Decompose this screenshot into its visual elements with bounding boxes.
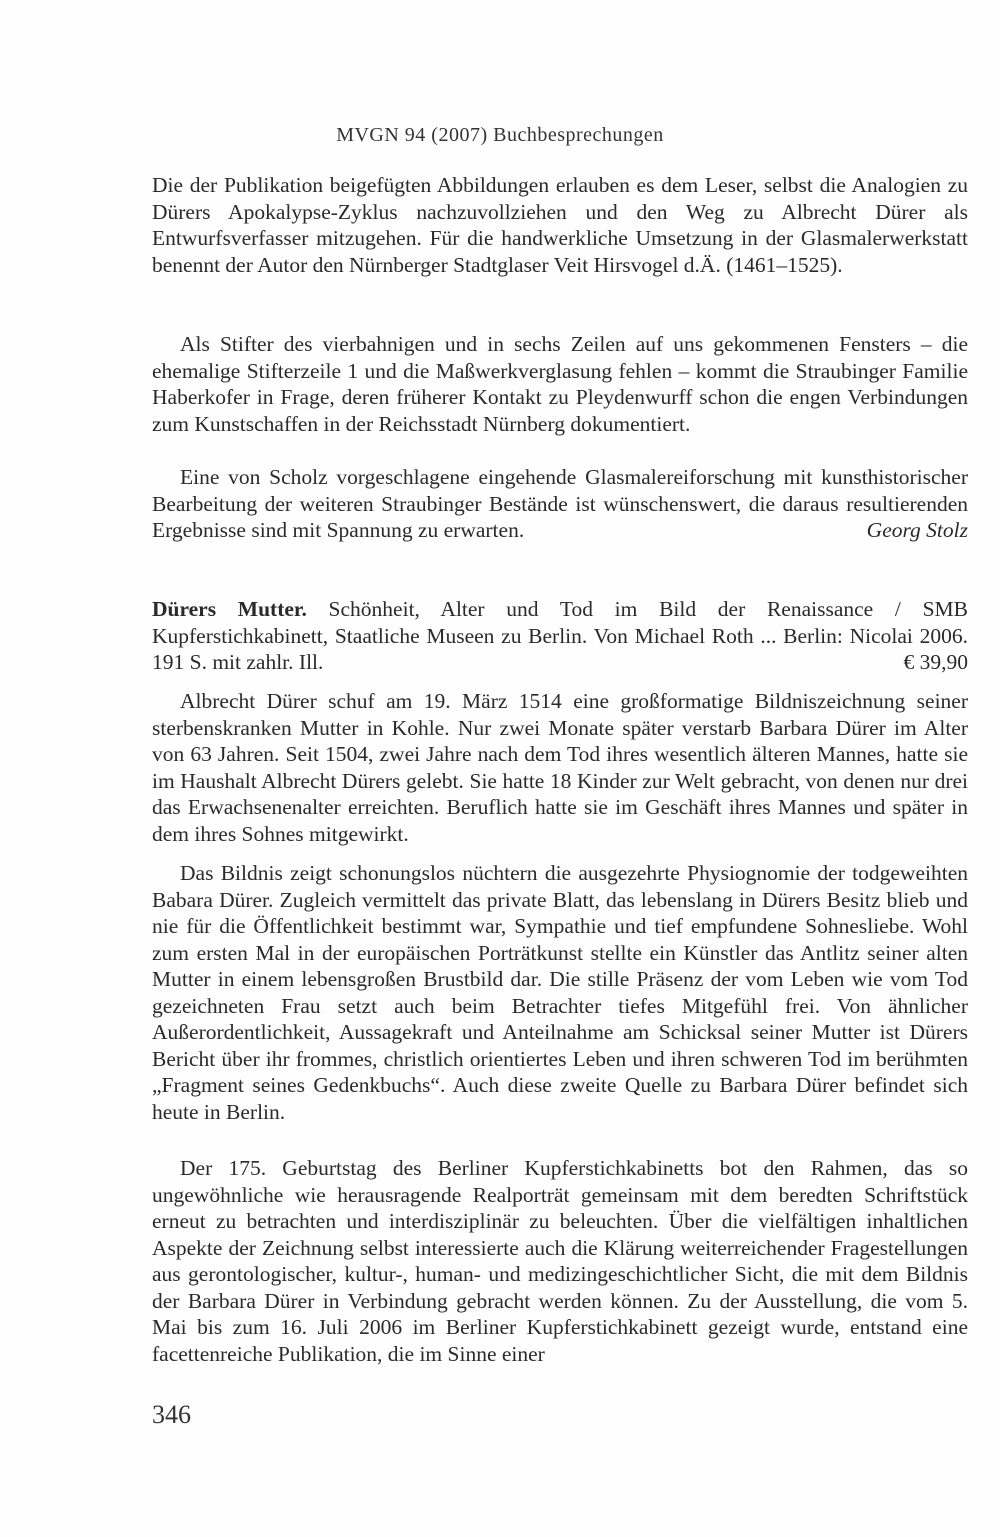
page-number: 346 [152, 1400, 191, 1429]
reviewer-signature: Georg Stolz [866, 518, 968, 542]
book-price: € 39,90 [903, 650, 968, 674]
review-1-paragraph-1: Die der Publikation beigefügten Abbildungen erlauben es dem Leser, selbst die Analogien zu Dürers Apokalypse-Zyklus nachzuvollziehen und den Weg zu Albrecht Dürer als Entwurfsverfasser mitzugehen. Für die handwerkliche Umsetzung in der Glasmalerwerkstatt benennt der Autor den Nürnberger Stadtglaser Veit Hirsvogel d.Ä. (1461–1525). [152, 173, 968, 277]
review-2-part-3 [152, 1155, 968, 1367]
book-title: Dürers Mutter. [152, 597, 307, 621]
review-2-part-2 [152, 860, 968, 1125]
review-1-paragraph-3-text: Eine von Scholz vorgeschlagene eingehende Glasmalereiforschung mit kunsthistorischer Bearbeitung der weiteren Straubinger Bestände ist wünschenswert, die daraus resultierenden Ergebnisse sind mit Spannung zu erwarten. [152, 465, 968, 542]
review-1-part-3 [152, 464, 968, 544]
review-1-paragraph-2: Als Stifter des vierbahnigen und in sechs Zeilen auf uns gekommenen Fensters – die ehemalige Stifterzeile 1 und die Maßwerkverglasung fehlen – kommt die Straubinger Familie Haberkofer in Frage, deren früherer Kontakt zu Pleydenwurff schon die engen Verbindungen zum Kunstschaffen in der Reichsstadt Nürnberg dokumentiert. [152, 332, 968, 436]
review-2-heading [152, 596, 968, 676]
review-1-paragraph-3 [152, 464, 968, 544]
book-citation-details: Schönheit, Alter und Tod im Bild der Renaissance / SMB Kupferstichkabinett, Staatliche Museen zu Berlin. Von Michael Roth ... Berlin: Nicolai 2006. 191 S. mit zahlr. Ill. [152, 597, 968, 674]
review-2-paragraph-3: Der 175. Geburtstag des Berliner Kupferstichkabinetts bot den Rahmen, das so ungewöhnliche wie herausragende Realporträt gemeinsam mit dem beredten Schriftstück erneut zu betrachten und interdisziplinär zu beleuchten. Über die vielfältigen inhaltlichen Aspekte der Zeichnung selbst interessierte auch die Klärung weiterreichender Fragestellungen aus gerontologischer, kultur-, human- und medizingeschichtlicher Sicht, die mit dem Bildnis der Barbara Dürer in Verbindung gebracht werden können. Zu der Ausstellung, die vom 5. Mai bis zum 16. Juli 2006 im Berliner Kupferstichkabinett gezeigt wurde, entstand eine facettenreiche Publikation, die im Sinne einer [152, 1156, 968, 1366]
review-1 [152, 172, 968, 278]
review-1-part-2 [152, 331, 968, 437]
book-citation [152, 596, 968, 676]
review-2-paragraph-2: Das Bildnis zeigt schonungslos nüchtern die ausgezehrte Physiognomie der todgeweihten Babara Dürer. Zugleich vermittelt das private Blatt, das lebenslang in Dürers Besitz blieb und nie für die Öffentlichkeit bestimmt war, Sympathie und tief empfundene Sohnesliebe. Wohl zum ersten Mal in der europäischen Porträtkunst stellte ein Künstler das Antlitz seiner alten Mutter in einem lebensgroßen Brustbild dar. Die stille Präsenz der vom Leben wie vom Tod gezeichneten Frau setzt auch beim Betrachter tiefes Mitgefühl frei. Von ähnlicher Außerordentlichkeit, Aussagekraft und Anteilnahme am Schicksal seiner Mutter ist Dürers Bericht über ihr frommes, christlich orientiertes Leben und ihren schweren Tod im berühmten „Fragment seines Gedenkbuchs“. Auch diese zweite Quelle zu Barbara Dürer befindet sich heute in Berlin. [152, 861, 968, 1124]
review-2-paragraph-1: Albrecht Dürer schuf am 19. März 1514 eine großformatige Bildniszeichnung seiner sterbenskranken Mutter in Kohle. Nur zwei Monate später verstarb Barbara Dürer im Alter von 63 Jahren. Seit 1504, zwei Jahre nach dem Tod ihres wesentlich älteren Mannes, hatte sie im Haushalt Albrecht Dürers gelebt. Sie hatte 18 Kinder zur Welt gebracht, von denen nur drei das Erwachsenenalter erreichten. Beruflich hatte sie im Geschäft ihres Mannes und später in dem ihres Sohnes mitgewirkt. [152, 689, 968, 846]
running-head: MVGN 94 (2007) Buchbesprechungen [336, 124, 664, 146]
review-2-part-1 [152, 688, 968, 847]
